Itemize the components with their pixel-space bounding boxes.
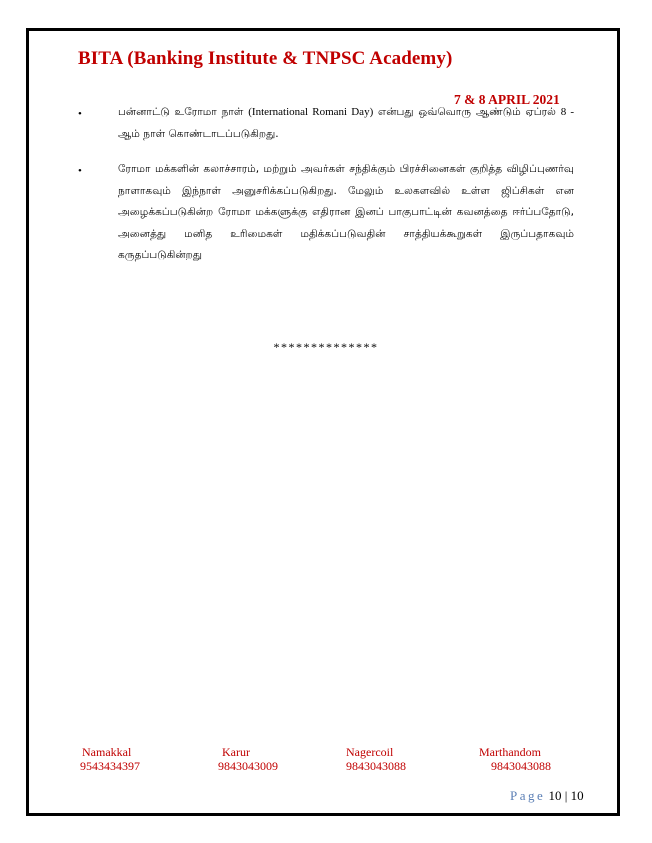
page-label: Page <box>510 788 546 803</box>
branch-name-namakkal: Namakkal <box>82 745 132 759</box>
paragraph-1-text-a: பன்னாட்டு உரோமா நாள் <box>118 106 249 118</box>
bullet-icon: • <box>78 108 82 120</box>
paragraph-1-text-b: என்பது ஒவ்வொரு ஆண்டும் ஏப்ரல் <box>373 106 561 118</box>
paragraph-1-english-term: (International Romani Day) <box>248 106 374 118</box>
branch-name-karur: Karur <box>222 745 250 759</box>
document-date: 7 & 8 APRIL 2021 <box>454 92 560 107</box>
branch-phone-nagercoil: 9843043088 <box>346 759 406 773</box>
page-border <box>26 28 620 816</box>
page-separator: | <box>564 788 568 803</box>
paragraph-1-text-c: ஆம் நாள் கொண்டாடப்படுகிறது. <box>118 127 279 140</box>
bullet-icon: • <box>78 165 82 177</box>
branch-name-marthandom: Marthandom <box>479 745 541 759</box>
page-number <box>510 788 584 804</box>
branch-name-nagercoil: Nagercoil <box>346 745 394 759</box>
branch-phone-namakkal: 9543434397 <box>80 759 140 773</box>
page-current: 10 <box>548 788 562 803</box>
branch-phone-marthandom: 9843043088 <box>491 759 551 773</box>
page-total: 10 <box>570 788 584 803</box>
separator-stars: ************** <box>273 340 379 354</box>
document-title: BITA (Banking Institute & TNPSC Academy) <box>78 48 453 69</box>
paragraph-1-date-number: 8 - <box>560 106 574 118</box>
paragraph-1 <box>118 102 574 145</box>
paragraph-2: ரோமா மக்களின் கலாச்சாரம், மற்றும் அவர்கள் சந்திக்கும் பிரச்சினைகள் குறித்த விழிப்புணர்வு நாளாகவும் இந்நாள் அனுசரிக்கப்படுகிறது. மேலும் உலகளவில் உள்ள ஜிப்சிகள் என அழைக்கப்படுகின்ற ரோமா மக்களுக்கு எதிரான இனப் பாகுபாட்டின் கவனத்தை ஈர்ப்பதோடு, அனைத்து மனித உரிமைகள் மதிக்கப்படுவதின் சாத்தியக்கூறுகள் இருப்பதாகவும் கருதப்படுகின்றது <box>118 163 574 261</box>
branch-phone-karur: 9843043009 <box>218 759 278 773</box>
